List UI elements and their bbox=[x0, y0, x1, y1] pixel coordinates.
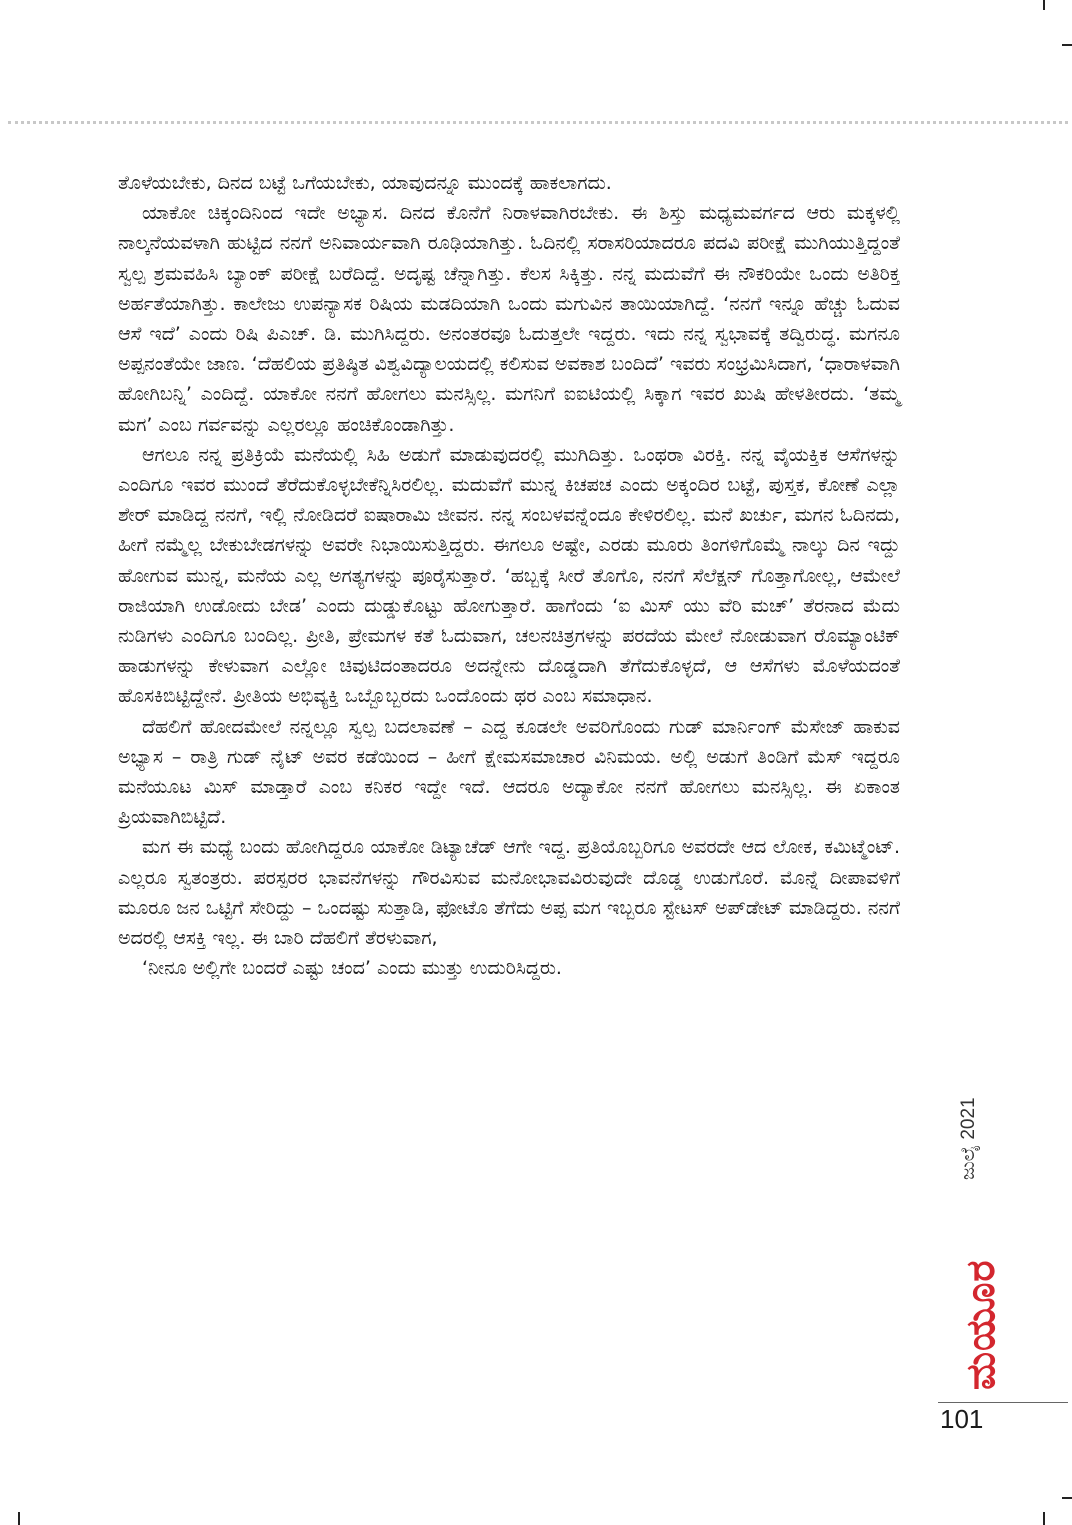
page-number-rule bbox=[938, 1402, 1068, 1403]
article-paragraph: ಆಗಲೂ ನನ್ನ ಪ್ರತಿಕ್ರಿಯೆ ಮನೆಯಲ್ಲಿ ಸಿಹಿ ಅಡುಗೆ ಮಾಡುವುದರಲ್ಲಿ ಮುಗಿದಿತ್ತು. ಒಂಥರಾ ವಿರಕ್ತಿ. ನನ್ನ ವೈಯಕ್ತಿಕ ಆಸೆಗಳನ್ನು ಎಂದಿಗೂ ಇವರ ಮುಂದೆ ತೆರೆದುಕೊಳ್ಳಬೇಕೆನ್ನಿಸಿರಲಿಲ್ಲ. ಮದುವೆಗೆ ಮುನ್ನ ಕಿಚಪಚ ಎಂದು ಅಕ್ಕಂದಿರ ಬಟ್ಟೆ, ಪುಸ್ತಕ, ಕೋಣೆ ಎಲ್ಲಾ ಶೇರ್ ಮಾಡಿದ್ದ ನನಗೆ, ಇಲ್ಲಿ ನೋಡಿದರೆ ಐಷಾರಾಮಿ ಜೀವನ. ನನ್ನ ಸಂಬಳವನ್ನೆಂದೂ ಕೇಳಿರಲಿಲ್ಲ. ಮನೆ ಖರ್ಚು, ಮಗನ ಓದಿನದು, ಹೀಗೆ ನಮ್ಮೆಲ್ಲ ಬೇಕುಬೇಡಗಳನ್ನು ಅವರೇ ನಿಭಾಯಿಸುತ್ತಿದ್ದರು. ಈಗಲೂ ಅಷ್ಟೇ, ಎರಡು ಮೂರು ತಿಂಗಳಿಗೊಮ್ಮೆ ನಾಲ್ಕು ದಿನ ಇದ್ದು ಹೋಗುವ ಮುನ್ನ, ಮನೆಯ ಎಲ್ಲ ಅಗತ್ಯಗಳನ್ನು ಪೂರೈಸುತ್ತಾರೆ. ‘ಹಬ್ಬಕ್ಕೆ ಸೀರೆ ತೊಗೊ, ನನಗೆ ಸೆಲೆಕ್ಷನ್ ಗೊತ್ತಾಗೋಲ್ಲ, ಆಮೇಲೆ ರಾಜಿಯಾಗಿ ಉಡೋದು ಬೇಡ’ ಎಂದು ದುಡ್ಡುಕೊಟ್ಟು ಹೋಗುತ್ತಾರೆ. ಹಾಗೆಂದು ‘ಐ ಮಿಸ್ ಯು ವೆರಿ ಮಚ್’ ತೆರನಾದ ಮೆದು ನುಡಿಗಳು ಎಂದಿಗೂ ಬಂದಿಲ್ಲ. ಪ್ರೀತಿ, ಪ್ರೇಮಗಳ ಕತೆ ಓದುವಾಗ, ಚಲನಚಿತ್ರಗಳನ್ನು ಪರದೆಯ ಮೇಲೆ ನೋಡುವಾಗ ರೊಮ್ಯಾಂಟಿಕ್ ಹಾಡುಗಳನ್ನು ಕೇಳುವಾಗ ಎಲ್ಲೋ ಚಿವುಟಿದಂತಾದರೂ ಅದನ್ನೇನು ದೊಡ್ಡದಾಗಿ ತೆಗೆದುಕೊಳ್ಳದೆ, ಆ ಆಸೆಗಳು ಮೊಳೆಯದಂತೆ ಹೊಸಕಿಬಿಟ್ಟಿದ್ದೇನೆ. ಪ್ರೀತಿಯ ಅಭಿವ್ಯಕ್ತಿ ಒಬ್ಬೊಬ್ಬರದು ಒಂದೊಂದು ಥರ ಎಂಬ ಸಮಾಧಾನ. bbox=[118, 443, 900, 708]
article-paragraph: ತೊಳೆಯಬೇಕು, ದಿನದ ಬಟ್ಟೆ ಒಗೆಯಬೇಕು, ಯಾವುದನ್ನೂ ಮುಂದಕ್ಕೆ ಹಾಕಲಾಗದು. bbox=[118, 172, 612, 194]
crop-mark bbox=[18, 1512, 20, 1525]
issue-date: ಜುಲೈ 2021 bbox=[958, 1097, 979, 1180]
article-paragraph: ದೆಹಲಿಗೆ ಹೋದಮೇಲೆ ನನ್ನಲ್ಲೂ ಸ್ವಲ್ಪ ಬದಲಾವಣೆ – ಎದ್ದ ಕೂಡಲೇ ಅವರಿಗೊಂದು ಗುಡ್ ಮಾರ್ನಿಂಗ್ ಮೆಸೇಜ್ ಹಾಕುವ ಅಭ್ಯಾಸ – ರಾತ್ರಿ ಗುಡ್ ನೈಟ್ ಅವರ ಕಡೆಯಿಂದ – ಹೀಗೆ ಕ್ಷೇಮಸಮಾಚಾರ ವಿನಿಮಯ. ಅಲ್ಲಿ ಅಡುಗೆ ತಿಂಡಿಗೆ ಮೆಸ್ ಇದ್ದರೂ ಮನೆಯೂಟ ಮಿಸ್ ಮಾಡ್ತಾರೆ ಎಂಬ ಕನಿಕರ ಇದ್ದೇ ಇದೆ. ಆದರೂ ಅದ್ಯಾಕೋ ನನಗೆ ಹೋಗಲು ಮನಸ್ಸಿಲ್ಲ. ಈ ಏಕಾಂತ ಪ್ರಿಯವಾಗಿಬಿಟ್ಟಿದೆ. bbox=[118, 715, 900, 829]
crop-mark bbox=[1062, 44, 1072, 46]
page-number: 101 bbox=[940, 1404, 984, 1434]
magazine-logo: ಮಯೂರ bbox=[958, 1259, 1004, 1390]
crop-mark bbox=[1043, 1512, 1045, 1525]
article-body bbox=[118, 168, 900, 983]
crop-mark bbox=[1062, 1497, 1072, 1499]
article-paragraph: ‘ನೀನೂ ಅಲ್ಲಿಗೇ ಬಂದರೆ ಎಷ್ಟು ಚಂದ’ ಎಂದು ಮುತ್ತು ಉದುರಿಸಿದ್ದರು. bbox=[142, 957, 562, 980]
article-paragraph: ಮಗ ಈ ಮಧ್ಯೆ ಬಂದು ಹೋಗಿದ್ದರೂ ಯಾಕೋ ಡಿಟ್ಯಾಚೆಡ್ ಆಗೇ ಇದ್ದ. ಪ್ರತಿಯೊಬ್ಬರಿಗೂ ಅವರದೇ ಆದ ಲೋಕ, ಕಮಿಟ್ಮೆಂಟ್. ಎಲ್ಲರೂ ಸ್ವತಂತ್ರರು. ಪರಸ್ಪರರ ಭಾವನೆಗಳನ್ನು ಗೌರವಿಸುವ ಮನೋಭಾವವಿರುವುದೇ ದೊಡ್ಡ ಉಡುಗೊರೆ. ಮೊನ್ನೆ ದೀಪಾವಳಿಗೆ ಮೂರೂ ಜನ ಒಟ್ಟಿಗೆ ಸೇರಿದ್ದು – ಒಂದಷ್ಟು ಸುತ್ತಾಡಿ, ಫೋಟೊ ತೆಗೆದು ಅಪ್ಪ ಮಗ ಇಬ್ಬರೂ ಸ್ಟೇಟಸ್ ಅಪ್‌ಡೇಟ್ ಮಾಡಿದ್ದರು. ನನಗೆ ಅದರಲ್ಲಿ ಆಸಕ್ತಿ ಇಲ್ಲ. ಈ ಬಾರಿ ದೆಹಲಿಗೆ ತೆರಳುವಾಗ, bbox=[118, 836, 900, 950]
header-dotted-divider bbox=[8, 121, 1068, 124]
article-paragraph: ಯಾಕೋ ಚಿಕ್ಕಂದಿನಿಂದ ಇದೇ ಅಭ್ಯಾಸ. ದಿನದ ಕೊನೆಗೆ ನಿರಾಳವಾಗಿರಬೇಕು. ಈ ಶಿಸ್ತು ಮಧ್ಯಮವರ್ಗದ ಆರು ಮಕ್ಕಳಲ್ಲಿ ನಾಲ್ಕನೆಯವಳಾಗಿ ಹುಟ್ಟಿದ ನನಗೆ ಅನಿವಾರ್ಯವಾಗಿ ರೂಢಿಯಾಗಿತ್ತು. ಓದಿನಲ್ಲಿ ಸರಾಸರಿಯಾದರೂ ಪದವಿ ಪರೀಕ್ಷೆ ಮುಗಿಯುತ್ತಿದ್ದಂತೆ ಸ್ವಲ್ಪ ಶ್ರಮವಹಿಸಿ ಬ್ಯಾಂಕ್ ಪರೀಕ್ಷೆ ಬರೆದಿದ್ದೆ. ಅದೃಷ್ಟ ಚೆನ್ನಾಗಿತ್ತು. ಕೆಲಸ ಸಿಕ್ಕಿತ್ತು. ನನ್ನ ಮದುವೆಗೆ ಈ ನೌಕರಿಯೇ ಒಂದು ಅತಿರಿಕ್ತ ಅರ್ಹತೆಯಾಗಿತ್ತು. ಕಾಲೇಜು ಉಪನ್ಯಾಸಕ ರಿಷಿಯ ಮಡದಿಯಾಗಿ ಒಂದು ಮಗುವಿನ ತಾಯಿಯಾಗಿದ್ದೆ. ‘ನನಗೆ ಇನ್ನೂ ಹೆಚ್ಚು ಓದುವ ಆಸೆ ಇದೆ’ ಎಂದು ರಿಷಿ ಪಿಎಚ್. ಡಿ. ಮುಗಿಸಿದ್ದರು. ಅನಂತರವೂ ಓದುತ್ತಲೇ ಇದ್ದರು. ಇದು ನನ್ನ ಸ್ವಭಾವಕ್ಕೆ ತದ್ವಿರುದ್ಧ. ಮಗನೂ ಅಪ್ಪನಂತೆಯೇ ಜಾಣ. ‘ದೆಹಲಿಯ ಪ್ರತಿಷ್ಠಿತ ವಿಶ್ವವಿದ್ಯಾಲಯದಲ್ಲಿ ಕಲಿಸುವ ಅವಕಾಶ ಬಂದಿದೆ’ ಇವರು ಸಂಭ್ರಮಿಸಿದಾಗ, ‘ಧಾರಾಳವಾಗಿ ಹೋಗಿಬನ್ನಿ’ ಎಂದಿದ್ದೆ. ಯಾಕೋ ನನಗೆ ಹೋಗಲು ಮನಸ್ಸಿಲ್ಲ. ಮಗನಿಗೆ ಐಐಟಿಯಲ್ಲಿ ಸಿಕ್ಕಾಗ ಇವರ ಖುಷಿ ಹೇಳತೀರದು. ‘ತಮ್ಮ ಮಗ’ ಎಂಬ ಗರ್ವವನ್ನು ಎಲ್ಲರಲ್ಲೂ ಹಂಚಿಕೊಂಡಾಗಿತ್ತು. bbox=[118, 202, 900, 436]
crop-mark bbox=[1043, 0, 1045, 10]
